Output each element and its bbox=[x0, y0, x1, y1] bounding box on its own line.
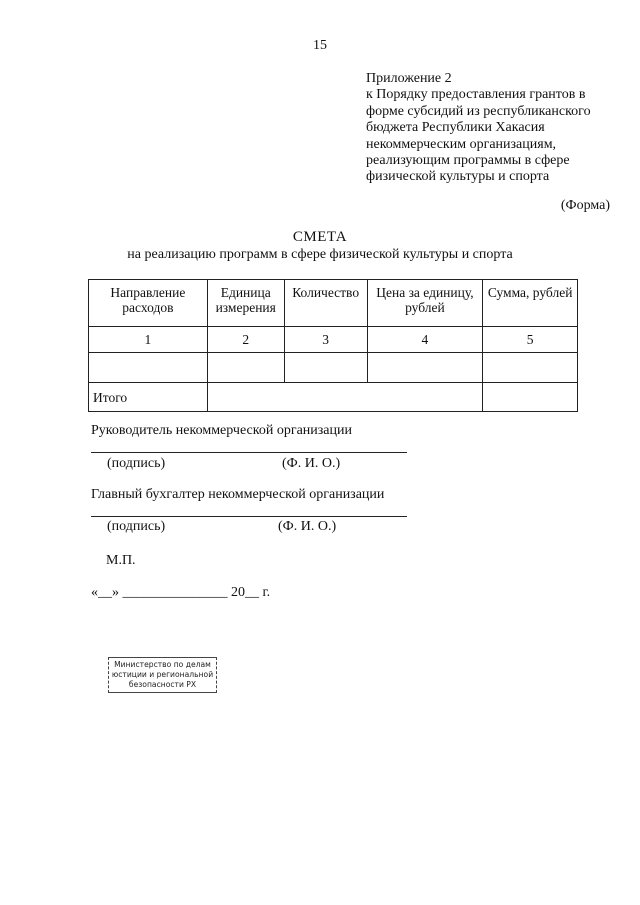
form-label: (Форма) bbox=[560, 198, 610, 213]
appendix-line: форме субсидий из республиканского bbox=[366, 103, 591, 119]
table-cell[interactable] bbox=[89, 353, 208, 383]
total-sum-cell[interactable] bbox=[483, 383, 578, 412]
accountant-signature-title: Главный бухгалтер некоммерческой организации bbox=[91, 487, 385, 502]
stamp-line: безопасности РХ bbox=[128, 680, 197, 689]
head-signature-line[interactable] bbox=[91, 452, 407, 453]
appendix-header bbox=[366, 71, 616, 186]
seal-place: М.П. bbox=[106, 553, 136, 568]
column-number: 2 bbox=[207, 327, 284, 353]
accountant-name-label: (Ф. И. О.) bbox=[278, 519, 337, 534]
header-sum: Сумма, рублей bbox=[483, 280, 578, 327]
column-number: 5 bbox=[483, 327, 578, 353]
head-signature-title: Руководитель некоммерческой организации bbox=[91, 423, 352, 438]
stamp-line: юстиции и региональной bbox=[111, 670, 214, 679]
registration-stamp bbox=[108, 657, 217, 693]
appendix-line: к Порядку предоставления грантов в bbox=[366, 87, 586, 103]
table-header-row bbox=[89, 280, 578, 327]
header-unit-price: Цена за единицу, рублей bbox=[367, 280, 483, 327]
stamp-line: Министерство по делам bbox=[114, 660, 211, 669]
appendix-line: бюджета Республики Хакасия bbox=[366, 120, 545, 136]
document-title: СМЕТА bbox=[292, 229, 348, 245]
document-subtitle: на реализацию программ в сфере физической культуры и спорта bbox=[127, 247, 513, 262]
column-number: 3 bbox=[284, 327, 367, 353]
appendix-line: Приложение 2 bbox=[366, 71, 452, 86]
page-number: 15 bbox=[313, 38, 327, 53]
head-name-label: (Ф. И. О.) bbox=[282, 456, 341, 471]
table-cell[interactable] bbox=[367, 353, 483, 383]
appendix-line: некоммерческим организациям, bbox=[366, 136, 557, 152]
accountant-signature-label: (подпись) bbox=[107, 519, 166, 534]
header-direction: Направление расходов bbox=[89, 280, 208, 327]
estimate-table bbox=[88, 279, 578, 412]
column-number: 4 bbox=[367, 327, 483, 353]
column-number: 1 bbox=[89, 327, 208, 353]
table-cell[interactable] bbox=[207, 353, 284, 383]
appendix-line: реализующим программы в сфере bbox=[366, 153, 570, 169]
table-cell[interactable] bbox=[483, 353, 578, 383]
total-label: Итого bbox=[89, 383, 208, 412]
appendix-line: физической культуры и спорта bbox=[366, 169, 550, 185]
column-number-row bbox=[89, 327, 578, 353]
table-row bbox=[89, 353, 578, 383]
accountant-signature-line[interactable] bbox=[91, 516, 407, 517]
date-line: «__» _______________ 20__ г. bbox=[91, 585, 271, 600]
header-unit: Единица измерения bbox=[207, 280, 284, 327]
table-cell[interactable] bbox=[284, 353, 367, 383]
head-signature-label: (подпись) bbox=[107, 456, 166, 471]
total-row bbox=[89, 383, 578, 412]
total-merged-cell[interactable] bbox=[207, 383, 482, 412]
header-quantity: Количество bbox=[284, 280, 367, 327]
